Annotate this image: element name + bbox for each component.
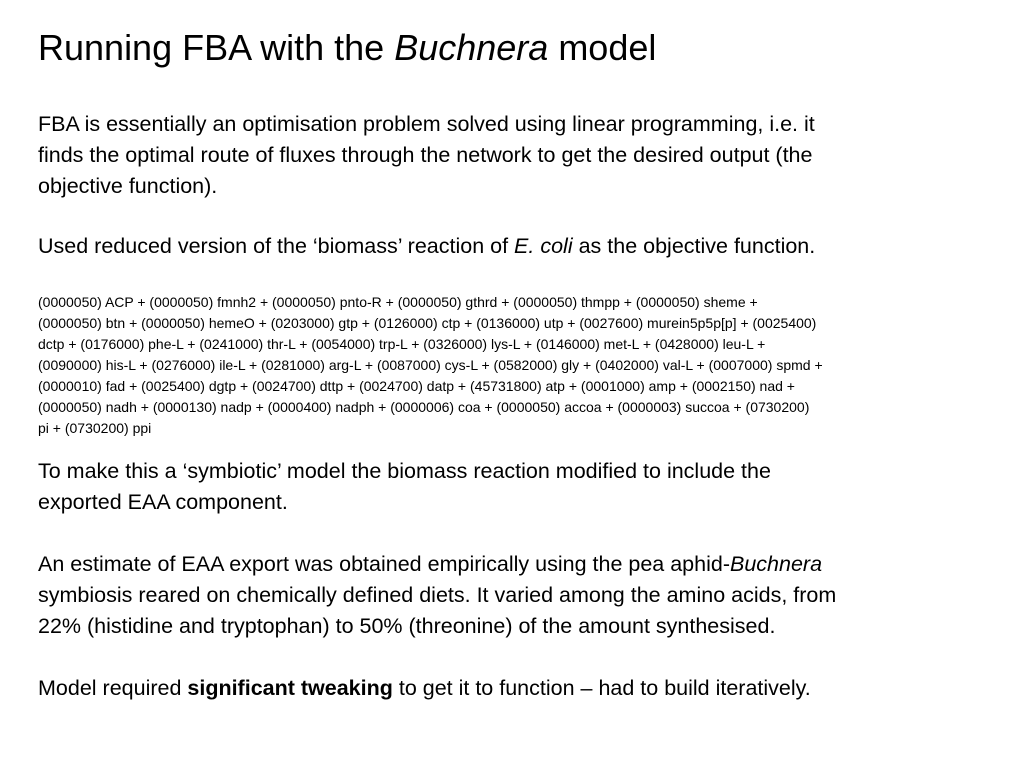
text-segment: to get it to function – had to build iteratively.: [392, 676, 811, 700]
bold-emphasis: significant tweaking: [187, 676, 393, 700]
text-line: symbiosis reared on chemically defined diets. It varied among the amino acids, from: [38, 583, 837, 607]
text-line: [38, 549, 836, 580]
text-segment: as the objective function.: [572, 234, 816, 258]
paragraph-objective-function: [38, 231, 815, 262]
slide-title: [38, 24, 656, 72]
equation-line: (0000050) ACP + (0000050) fmnh2 + (0000050) pnto-R + (0000050) gthrd + (0000050) thmpp + (0000050) sheme +: [38, 294, 758, 310]
paragraph-symbiotic-model: [38, 456, 771, 518]
text-segment: Used reduced version of the ‘biomass’ reaction of: [38, 234, 515, 258]
paragraph-eaa-estimate: [38, 549, 836, 642]
title-text-end: model: [548, 27, 657, 68]
title-text: Running FBA with the: [38, 27, 395, 68]
equation-line: (0000010) fad + (0025400) dgtp + (0024700) dttp + (0024700) datp + (45731800) atp + (0001000) amp + (0002150) nad +: [38, 378, 795, 394]
italic-species: E. coli: [514, 234, 573, 258]
text-line: objective function).: [38, 174, 218, 198]
equation-line: (0000050) nadh + (0000130) nadp + (0000400) nadph + (0000006) coa + (0000050) accoa + (0000003) succoa + (0730200): [38, 399, 810, 415]
paragraph-fba-definition: [38, 109, 815, 202]
text-segment: An estimate of EAA export was obtained empirically using the pea aphid-: [38, 552, 730, 576]
text-line: finds the optimal route of fluxes through the network to get the desired output (the: [38, 143, 813, 167]
text-line: 22% (histidine and tryptophan) to 50% (threonine) of the amount synthesised.: [38, 614, 776, 638]
italic-genus: Buchnera: [729, 552, 823, 576]
text-segment: Model required: [38, 676, 188, 700]
text-line: To make this a ‘symbiotic’ model the biomass reaction modified to include the: [38, 459, 771, 483]
title-italic: Buchnera: [394, 27, 549, 68]
equation-line: (0090000) his-L + (0276000) ile-L + (0281000) arg-L + (0087000) cys-L + (0582000) gly + (0402000) val-L + (0007000) spmd +: [38, 357, 823, 373]
equation-line: dctp + (0176000) phe-L + (0241000) thr-L + (0054000) trp-L + (0326000) lys-L + (0146000) met-L + (0428000) leu-L +: [38, 336, 766, 352]
paragraph-tweaking: [38, 673, 811, 704]
equation-line: (0000050) btn + (0000050) hemeO + (0203000) gtp + (0126000) ctp + (0136000) utp + (0027600) murein5p5p[p] + (0025400): [38, 315, 817, 331]
biomass-equation: [38, 292, 823, 439]
text-line: FBA is essentially an optimisation problem solved using linear programming, i.e. it: [38, 112, 815, 136]
text-line: exported EAA component.: [38, 490, 288, 514]
equation-line: pi + (0730200) ppi: [38, 420, 152, 436]
